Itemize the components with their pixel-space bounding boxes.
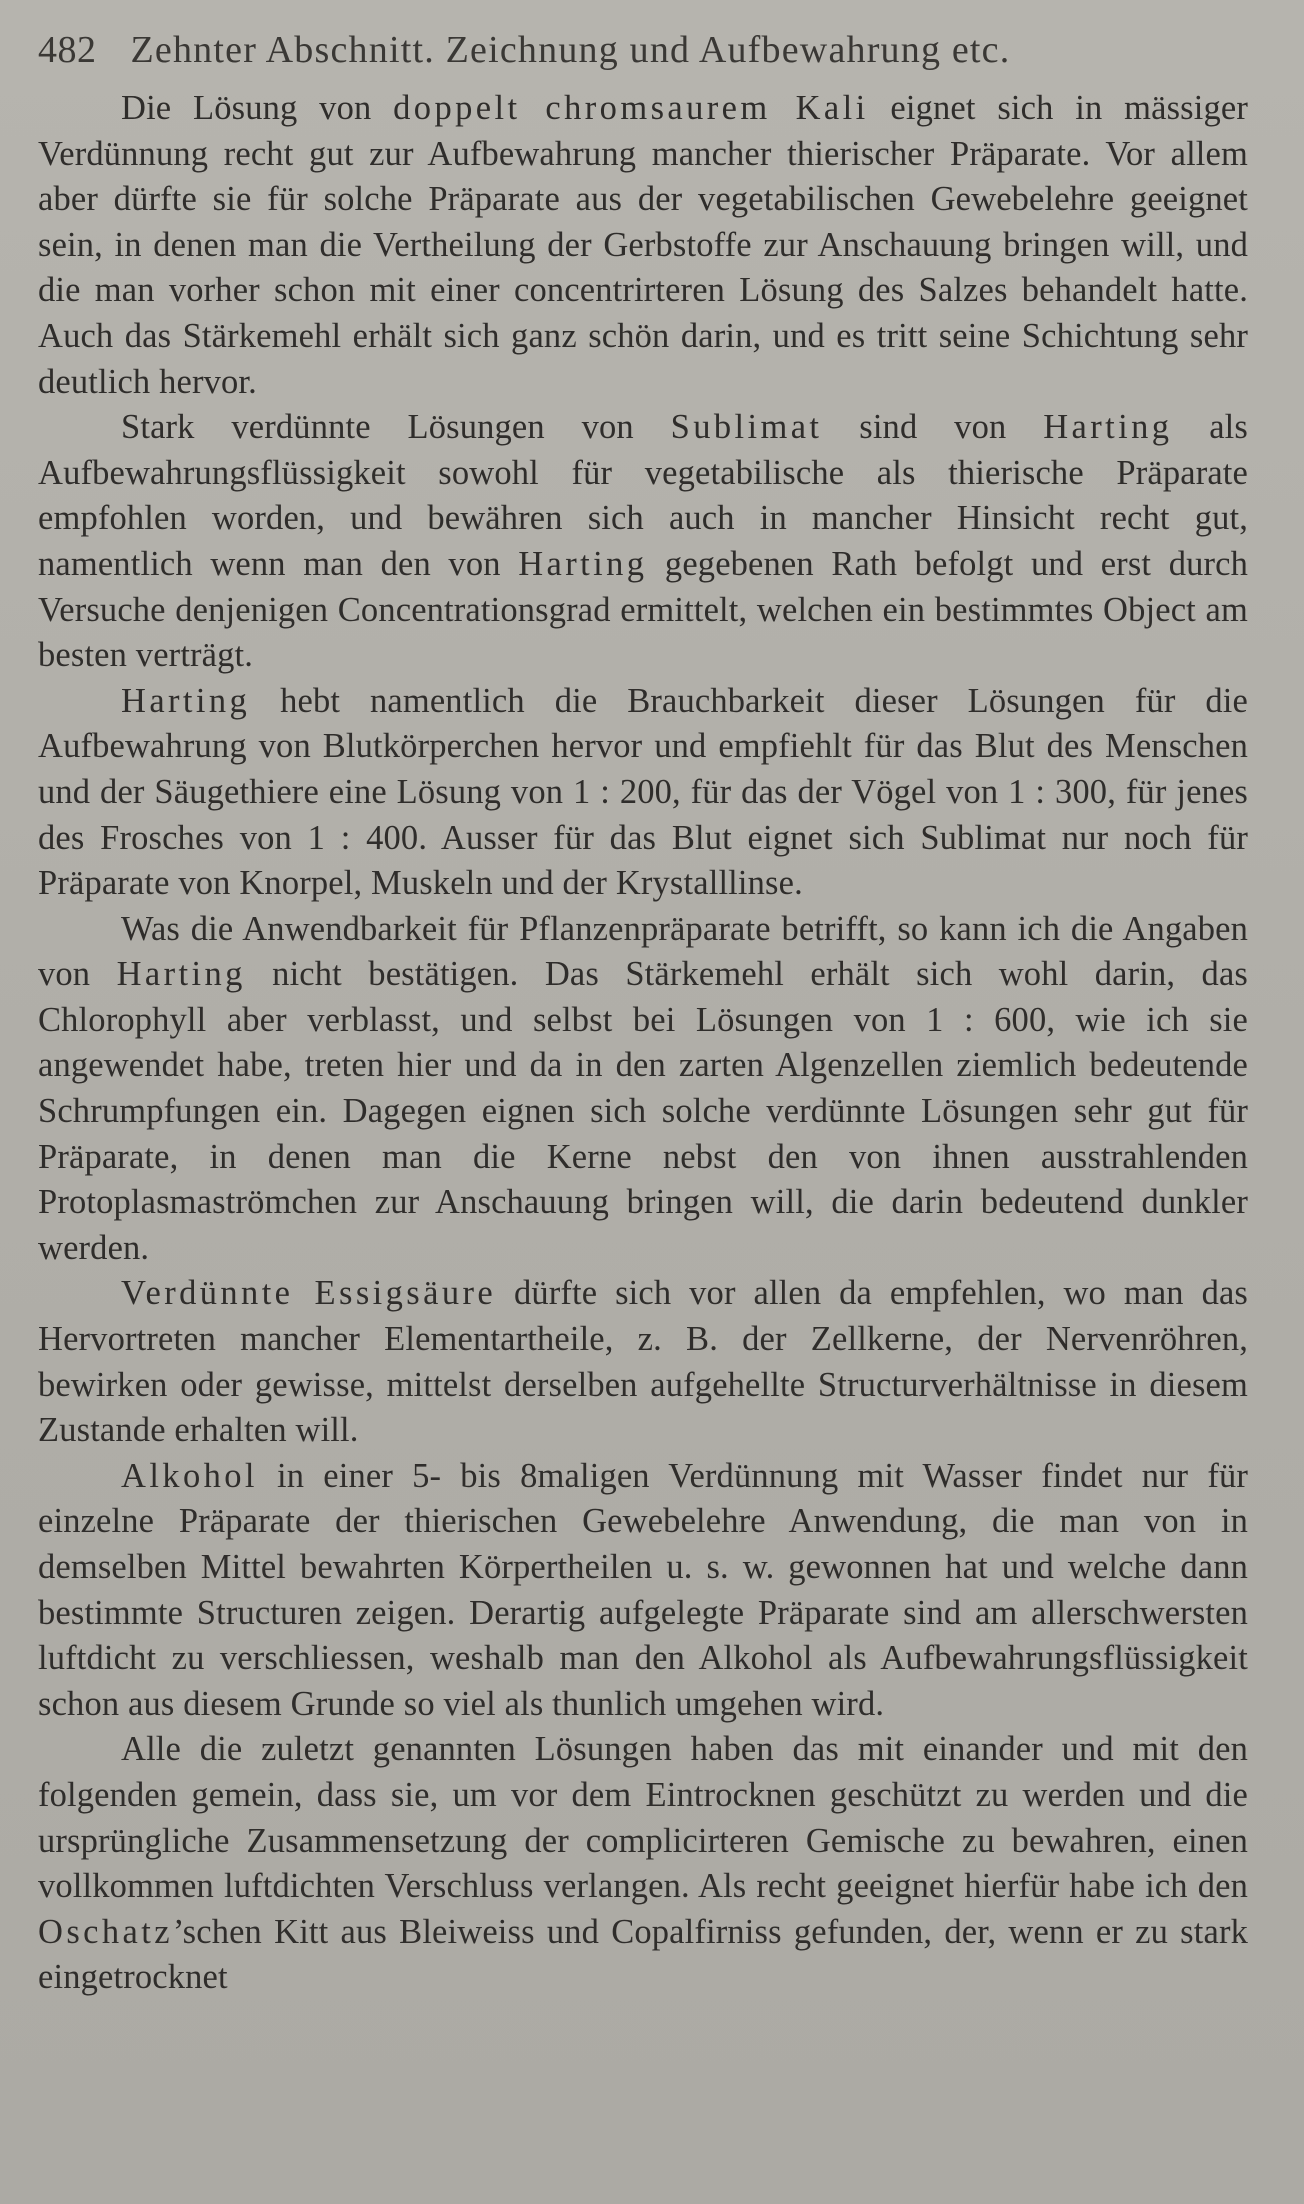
paragraph [38,405,1248,679]
spaced-term: Harting [518,544,648,583]
text-run: als Aufbewahrungsflüssigkeit sowohl für vegetabilische als thierische Präparate empfohlen worden, und bewähren sich auch in mancher Hinsicht recht gut, namentlich wenn man den von [38,408,1248,583]
paragraph [38,86,1248,405]
paragraph [38,679,1248,907]
running-head [38,28,1248,72]
text-run: gegebenen Rath befolgt und erst durch Versuche denjenigen Concentrationsgrad ermittelt, welchen ein bestimmtes Object am besten verträgt. [38,544,1248,675]
spaced-term: Oschatz [38,1912,173,1951]
text-run: Was die Anwendbarkeit für Pflanzenpräparate betrifft, so kann ich die Angaben von [38,909,1248,994]
text-run: dürfte sich vor allen da empfehlen, wo man das Hervortreten mancher Elementartheile, z. B. der Zellkerne, der Nervenröhren, bewirken oder gewisse, mittelst derselben aufgehellte Structurverhältnisse in diesem Zustande erhalten will. [38,1274,1249,1450]
text-run: Alle die zuletzt genannten Lösungen haben das mit einander und mit den folgenden gemein, dass sie, um vor dem Eintrocknen geschützt zu werden und die ursprüngliche Zusammensetzung der complicirteren Gemische zu bewahren, einen vollkommen luftdichten Verschluss verlangen. Als recht geeignet hierfür habe ich den [38,1730,1248,1906]
text-run: in einer 5- bis 8maligen Verdünnung mit Wasser findet nur für einzelne Präparate der thierischen Gewebelehre Anwendung, die man von in demselben Mittel bewahrten Körpertheilen u. s. w. gewonnen hat und welche dann bestimmte Structuren zeigen. Derartig aufgelegte Präparate sind am allerschwersten luftdicht zu verschliessen, weshalb man den Alkohol als Aufbewahrungsflüssigkeit schon aus diesem Grunde so viel als thunlich umgehen wird. [38,1456,1248,1723]
spaced-term: Harting [121,681,251,720]
paragraph [38,1271,1248,1453]
spaced-term: Alkohol [121,1456,258,1495]
text-run: Die Lösung von [121,89,394,127]
body-text [38,86,1248,2001]
spaced-term: Harting [116,955,246,994]
paragraph [38,1454,1248,1728]
paragraph [38,1727,1248,2001]
spaced-term: Harting [1043,408,1173,447]
text-run: sind von [822,408,1044,447]
text-run: eignet sich in mässiger Verdünnung recht gut zur Aufbewahrung mancher thierischer Präparate. Vor allem aber dürfte sie für solche Präparate aus der vegetabilischen Gewebelehre geeignet sein, in denen man die Vertheilung der Gerbstoffe zur Anschauung bringen will, und die man vorher schon mit einer concentrirteren Lösung des Salzes behandelt hatte. Auch das Stärkemehl erhält sich ganz schön darin, und es tritt seine Schichtung sehr deutlich hervor. [38,89,1248,401]
spaced-term: Sublimat [670,408,823,447]
text-run: nicht bestätigen. Das Stärkemehl erhält sich wohl darin, das Chlorophyll aber verblasst, und selbst bei Lösungen von 1 : 600, wie ich sie angewendet habe, treten hier und da in den zarten Algenzellen ziemlich bedeutende Schrumpfungen ein. Dagegen eignen sich solche verdünnte Lösungen sehr gut für Präparate, in denen man die Kerne nebst den von ihnen ausstrahlenden Protoplasmaströmchen zur Anschauung bringen will, die darin bedeutend dunkler werden. [38,955,1248,1267]
running-head-title: Zehnter Abschnitt. Zeichnung und Aufbewahrung etc. [130,29,1011,71]
spaced-term: doppelt chromsaurem Kali [393,89,869,127]
text-run: ’schen Kitt aus Bleiweiss und Copalfirniss gefunden, der, wenn er zu stark eingetrocknet [38,1912,1248,1997]
page-number: 482 [38,29,97,71]
spaced-term: Verdünnte Essigsäure [121,1274,497,1313]
paragraph [38,907,1248,1272]
text-run: hebt namentlich die Brauchbarkeit dieser Lösungen für die Aufbewahrung von Blutkörperchen hervor und empfiehlt für das Blut des Menschen und der Säugethiere eine Lösung von 1 : 200, für das der Vögel von 1 : 300, für jenes des Frosches von 1 : 400. Ausser für das Blut eignet sich Sublimat nur noch für Präparate von Knorpel, Muskeln und der Krystalllinse. [38,681,1248,903]
text-run: Stark verdünnte Lösungen von [121,408,671,447]
